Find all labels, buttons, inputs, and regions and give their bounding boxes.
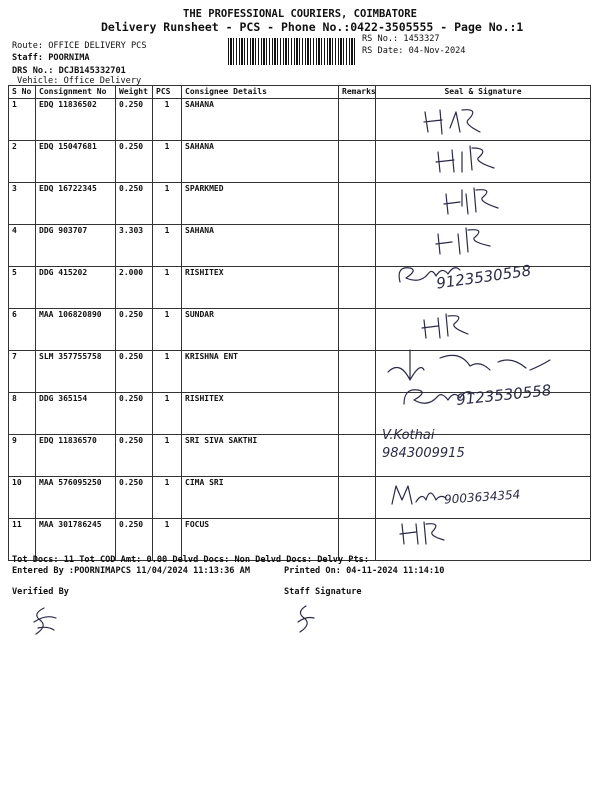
consignee-cell: SRI SIVA SAKTHI bbox=[182, 435, 339, 477]
sno-cell: 6 bbox=[9, 309, 36, 351]
barcode-image bbox=[228, 38, 356, 65]
signature-image bbox=[30, 604, 60, 638]
remarks-cell bbox=[339, 351, 376, 393]
consignee-cell: SAHANA bbox=[182, 225, 339, 267]
weight-cell: 0.250 bbox=[116, 519, 153, 561]
printed-on: Printed On: 04-11-2024 11:14:10 bbox=[284, 566, 445, 576]
pcs-cell: 1 bbox=[153, 141, 182, 183]
staff-label: Staff: POORNIMA bbox=[12, 53, 90, 63]
sno-cell: 4 bbox=[9, 225, 36, 267]
table-row bbox=[9, 141, 591, 183]
drs-number: DRS No.: DCJB145332701 bbox=[12, 66, 126, 76]
remarks-cell bbox=[339, 99, 376, 141]
consignee-cell: SAHANA bbox=[182, 141, 339, 183]
pcs-cell: 1 bbox=[153, 267, 182, 309]
sno-cell: 7 bbox=[9, 351, 36, 393]
runsheet-title: Delivery Runsheet - PCS - Phone No.:0422-3505555 - Page No.:1 bbox=[101, 20, 524, 34]
consignment-cell: SLM 357755758 bbox=[36, 351, 116, 393]
remarks-cell bbox=[339, 141, 376, 183]
consignment-cell: EDQ 15047681 bbox=[36, 141, 116, 183]
pcs-cell: 1 bbox=[153, 477, 182, 519]
consignment-cell: DDG 365154 bbox=[36, 393, 116, 435]
table-row bbox=[9, 435, 591, 477]
pcs-cell: 1 bbox=[153, 183, 182, 225]
consignee-cell: RISHITEX bbox=[182, 393, 339, 435]
consignee-cell: FOCUS bbox=[182, 519, 339, 561]
weight-cell: 0.250 bbox=[116, 477, 153, 519]
pcs-cell: 1 bbox=[153, 309, 182, 351]
signature-image bbox=[388, 480, 448, 508]
table-row bbox=[9, 99, 591, 141]
table-header-row bbox=[9, 86, 591, 99]
handwritten-phone: 9123530558 bbox=[435, 261, 533, 293]
col-header-signature: Seal & Signature bbox=[376, 86, 591, 99]
weight-cell: 0.250 bbox=[116, 309, 153, 351]
sno-cell: 8 bbox=[9, 393, 36, 435]
consignment-cell: MAA 576095250 bbox=[36, 477, 116, 519]
consignment-cell: EDQ 16722345 bbox=[36, 183, 116, 225]
consignment-cell: MAA 106820890 bbox=[36, 309, 116, 351]
sno-cell: 3 bbox=[9, 183, 36, 225]
consignee-cell: RISHITEX bbox=[182, 267, 339, 309]
route-label: Route: OFFICE DELIVERY PCS bbox=[12, 41, 147, 51]
signature-image bbox=[396, 516, 448, 546]
pcs-cell: 1 bbox=[153, 519, 182, 561]
signature-image bbox=[420, 104, 490, 138]
consignment-cell: EDQ 11836570 bbox=[36, 435, 116, 477]
totals-line: Tot Docs: 11 Tot COD Amt: 0.00 Delvd Docs: Non Delvd Docs: Delvy Pts: bbox=[12, 555, 369, 565]
handwritten-phone: 9123530558 bbox=[455, 381, 553, 409]
weight-cell: 0.250 bbox=[116, 393, 153, 435]
weight-cell: 3.303 bbox=[116, 225, 153, 267]
rs-number: RS No.: 1453327 bbox=[362, 34, 440, 44]
handwritten-name: V.Kothai bbox=[382, 428, 435, 443]
sno-cell: 1 bbox=[9, 99, 36, 141]
consignment-cell: MAA 301786245 bbox=[36, 519, 116, 561]
vehicle-label: Vehicle: Office Delivery bbox=[17, 76, 142, 86]
table-row bbox=[9, 225, 591, 267]
signature-image bbox=[440, 184, 506, 218]
consignment-cell: DDG 903707 bbox=[36, 225, 116, 267]
col-header-pcs: PCS bbox=[153, 86, 182, 99]
company-name: THE PROFESSIONAL COURIERS, COIMBATORE bbox=[183, 8, 417, 20]
staff-signature-label: Staff Signature bbox=[284, 587, 362, 597]
remarks-cell bbox=[339, 477, 376, 519]
consignee-cell: SUNDAR bbox=[182, 309, 339, 351]
consignee-cell: KRISHNA ENT bbox=[182, 351, 339, 393]
sno-cell: 9 bbox=[9, 435, 36, 477]
pcs-cell: 1 bbox=[153, 435, 182, 477]
consignee-cell: SAHANA bbox=[182, 99, 339, 141]
weight-cell: 0.250 bbox=[116, 99, 153, 141]
signature-image bbox=[292, 602, 318, 636]
col-header-consignment: Consignment No bbox=[36, 86, 116, 99]
signature-image bbox=[432, 224, 498, 258]
col-header-remarks: Remarks bbox=[339, 86, 376, 99]
entered-by: Entered By :POORNIMAPCS 11/04/2024 11:13:36 AM bbox=[12, 566, 250, 576]
col-header-sno: S No bbox=[9, 86, 36, 99]
sno-cell: 11 bbox=[9, 519, 36, 561]
weight-cell: 0.250 bbox=[116, 141, 153, 183]
signature-image bbox=[418, 308, 474, 342]
remarks-cell bbox=[339, 309, 376, 351]
consignee-cell: SPARKMED bbox=[182, 183, 339, 225]
sno-cell: 5 bbox=[9, 267, 36, 309]
weight-cell: 2.000 bbox=[116, 267, 153, 309]
weight-cell: 0.250 bbox=[116, 435, 153, 477]
col-header-weight: Weight bbox=[116, 86, 153, 99]
signature-image bbox=[432, 142, 502, 176]
sno-cell: 10 bbox=[9, 477, 36, 519]
remarks-cell bbox=[339, 435, 376, 477]
pcs-cell: 1 bbox=[153, 351, 182, 393]
verified-by-label: Verified By bbox=[12, 587, 69, 597]
col-header-consignee: Consignee Details bbox=[182, 86, 339, 99]
remarks-cell bbox=[339, 183, 376, 225]
pcs-cell: 1 bbox=[153, 393, 182, 435]
consignment-cell: EDQ 11836502 bbox=[36, 99, 116, 141]
remarks-cell bbox=[339, 393, 376, 435]
weight-cell: 0.250 bbox=[116, 351, 153, 393]
handwritten-phone: 9843009915 bbox=[382, 446, 465, 461]
weight-cell: 0.250 bbox=[116, 183, 153, 225]
rs-date: RS Date: 04-Nov-2024 bbox=[362, 46, 466, 56]
pcs-cell: 1 bbox=[153, 225, 182, 267]
remarks-cell bbox=[339, 225, 376, 267]
consignee-cell: CIMA SRI bbox=[182, 477, 339, 519]
remarks-cell bbox=[339, 267, 376, 309]
handwritten-phone: 9003634354 bbox=[443, 487, 521, 507]
pcs-cell: 1 bbox=[153, 99, 182, 141]
sno-cell: 2 bbox=[9, 141, 36, 183]
consignment-cell: DDG 415202 bbox=[36, 267, 116, 309]
